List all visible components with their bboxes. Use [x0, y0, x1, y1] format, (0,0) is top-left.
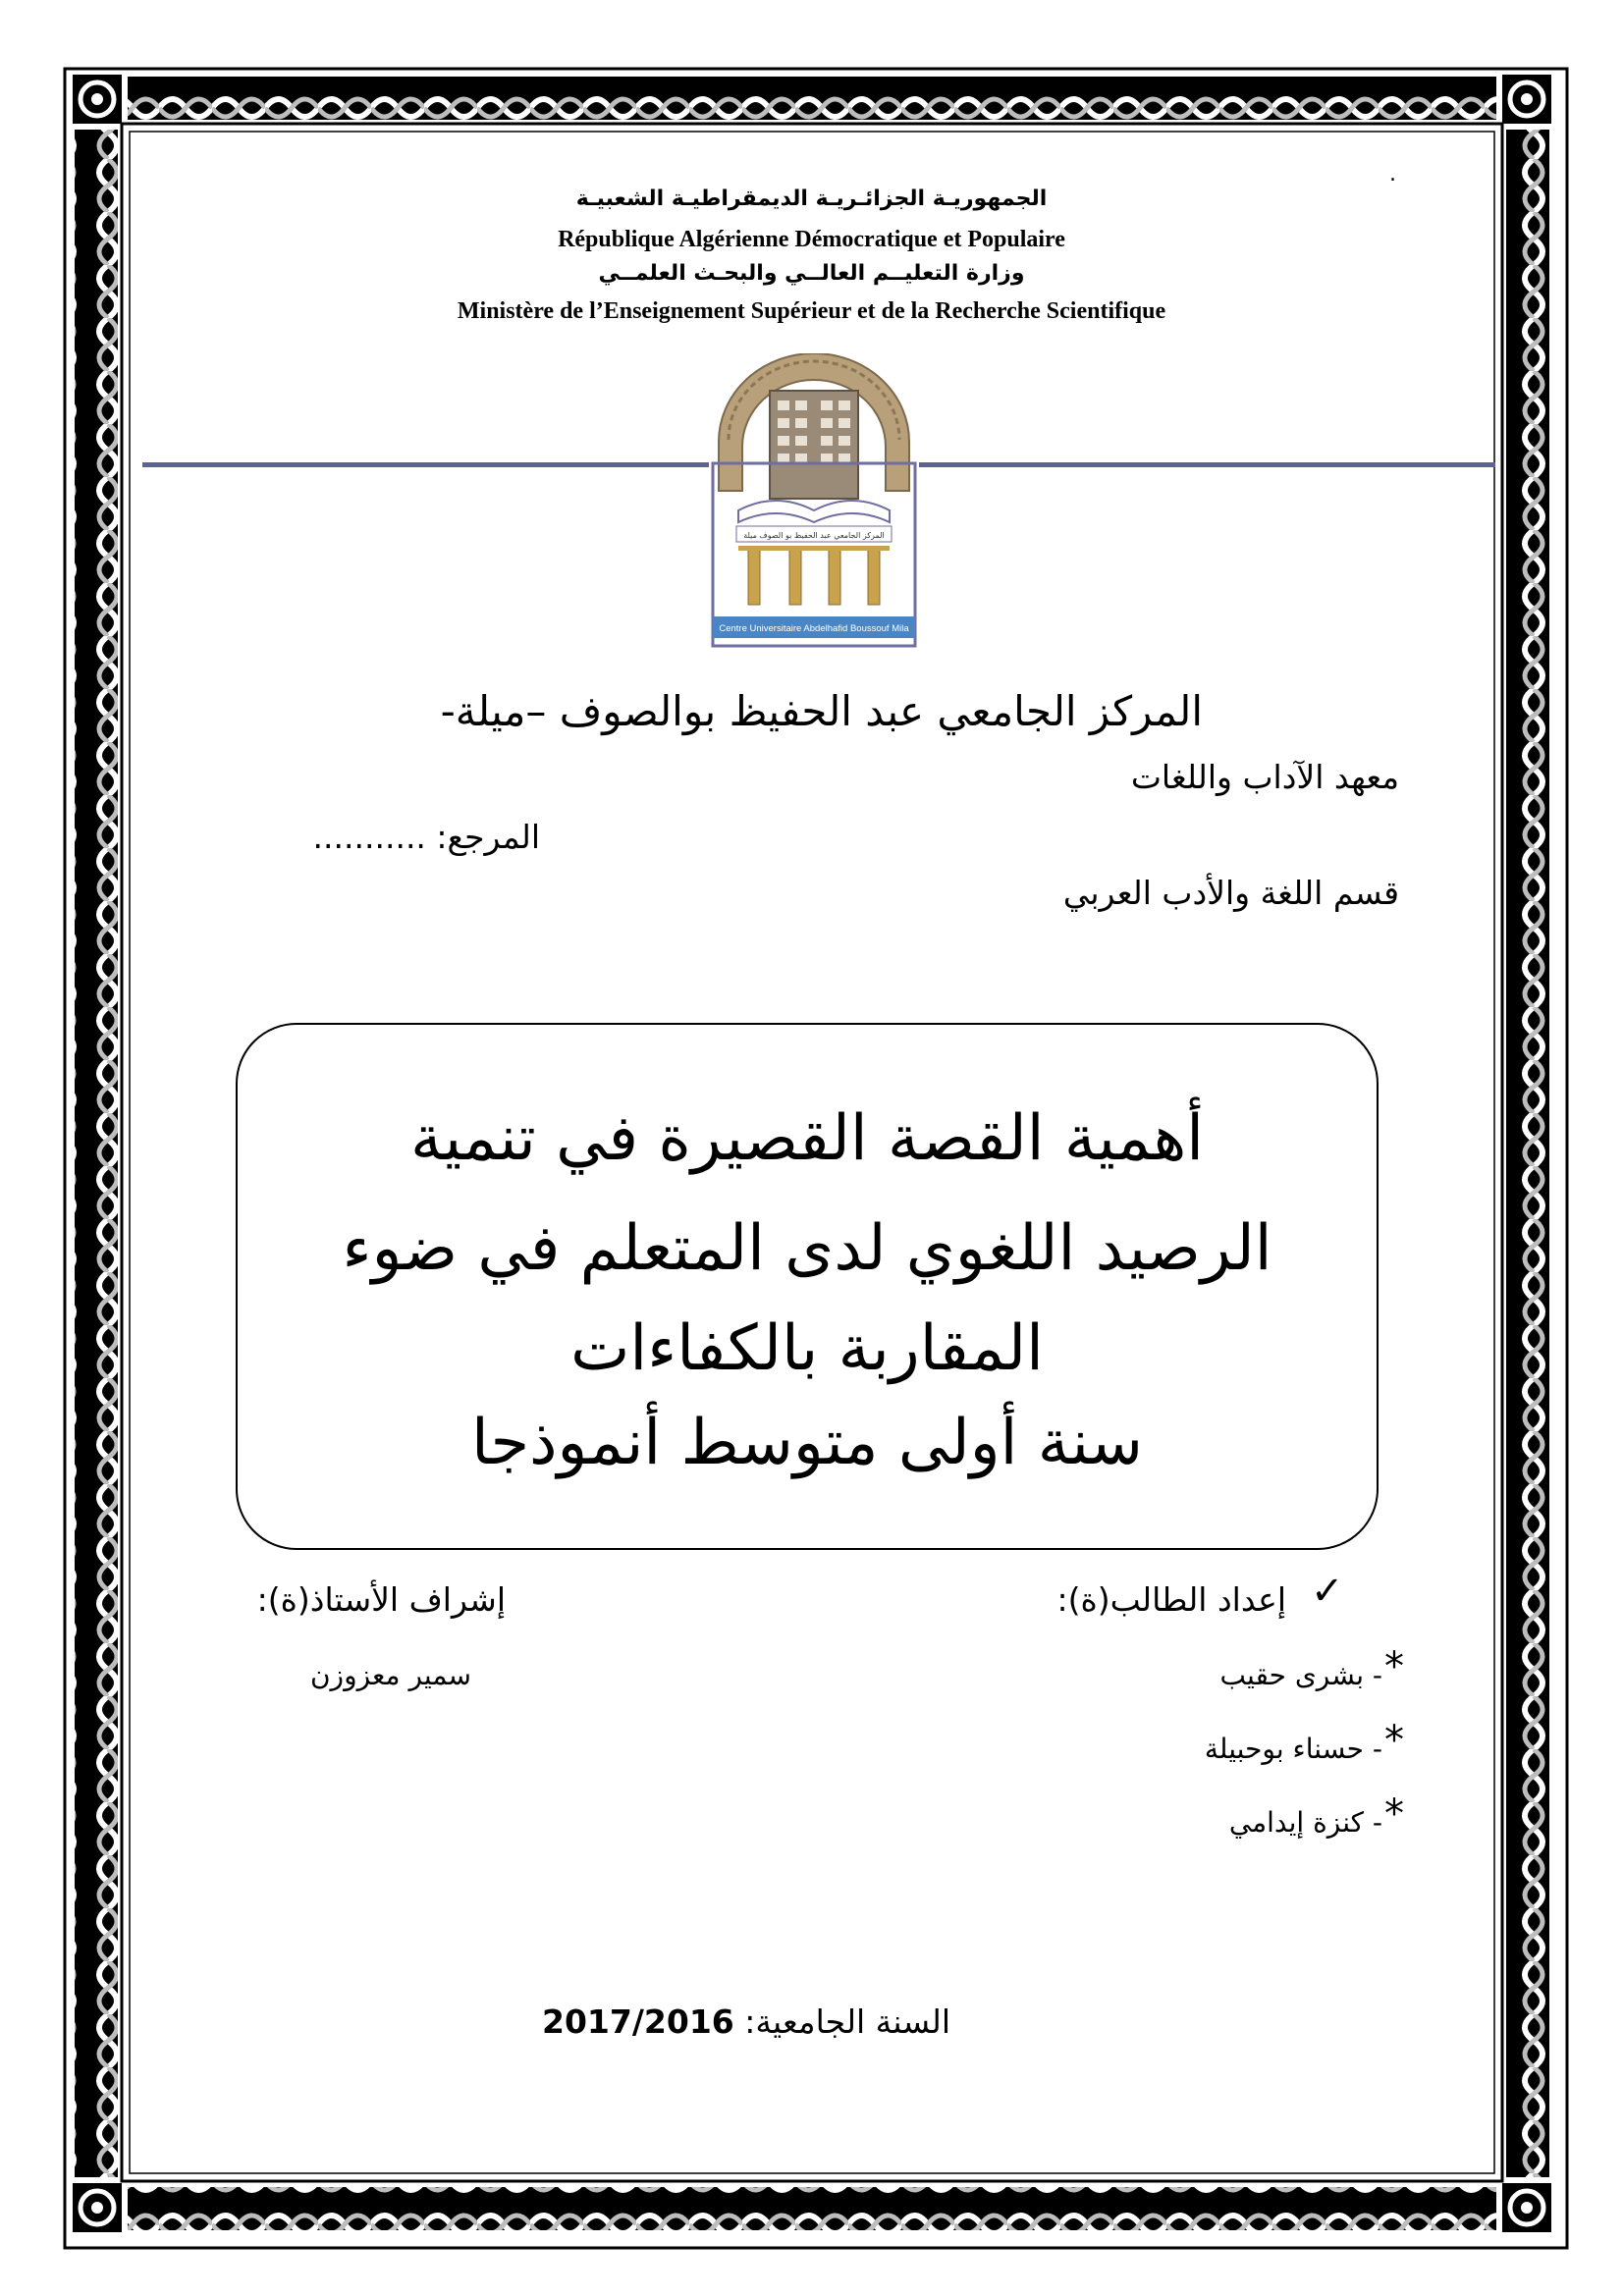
student-name-3: - كنزة إيدامي — [1228, 1806, 1382, 1839]
university-logo — [709, 353, 919, 648]
university-logo-image — [709, 353, 919, 648]
reference-label: المرجع: ........... — [312, 818, 540, 856]
republic-arabic: الجمهوريـة الجزائـريـة الديمقراطيـة الشعبيـة — [575, 187, 1048, 211]
academic-year-value: 2017/2016 — [542, 2002, 734, 2041]
institute-name: معهد الآداب واللغات — [1130, 758, 1399, 796]
academic-year — [491, 2002, 1001, 2041]
center-name: المركز الجامعي عبد الحفيظ بوالصوف –ميلة- — [440, 687, 1203, 735]
academic-year-label: السنة الجامعية: — [733, 2002, 950, 2041]
logo-inner-text: المركز الجامعي عبد الحفيظ بو الصوف ميلة — [743, 531, 885, 540]
corner-ornament-bottom-right — [1502, 2183, 1551, 2232]
header-dot: . — [1389, 162, 1396, 187]
ministry-arabic: وزارة التعليــم العالــي والبحـث العلمــي — [598, 261, 1025, 286]
check-mark: ✓ — [1311, 1569, 1344, 1614]
republic-french: République Algérienne Démocratique et Populaire — [558, 227, 1065, 252]
thesis-title-line-3: المقاربة بالكفاءات — [570, 1312, 1044, 1385]
supervisor-name: سمير معزوزن — [309, 1659, 471, 1691]
logo-band-text: Centre Universitaire Abdelhafid Boussouf Mila — [719, 623, 909, 634]
department-name: قسم اللغة والأدب العربي — [1062, 874, 1399, 912]
thesis-title-line-1: أهمية القصة القصيرة في تنمية — [410, 1102, 1204, 1175]
student-name-1: - بشرى حقيب — [1219, 1659, 1382, 1691]
student-star-2: * — [1384, 1718, 1404, 1763]
students-label: إعداد الطالب(ة): — [1056, 1580, 1286, 1619]
corner-ornament-bottom-left — [73, 2183, 122, 2232]
corner-ornament-top-left — [73, 75, 122, 124]
supervisor-label: إشراف الأستاذ(ة): — [256, 1580, 506, 1619]
student-star-3: * — [1384, 1791, 1404, 1837]
thesis-title-line-4: سنة أولى متوسط أنموذجا — [470, 1407, 1144, 1479]
thesis-title-line-2: الرصيد اللغوي لدى المتعلم في ضوء — [342, 1212, 1272, 1285]
student-star-1: * — [1384, 1644, 1404, 1689]
ministry-french: Ministère de l’Enseignement Supérieur et de la Recherche Scientifique — [457, 298, 1166, 324]
student-name-2: - حسناء بوحبيلة — [1204, 1733, 1382, 1765]
corner-ornament-top-right — [1502, 75, 1551, 124]
